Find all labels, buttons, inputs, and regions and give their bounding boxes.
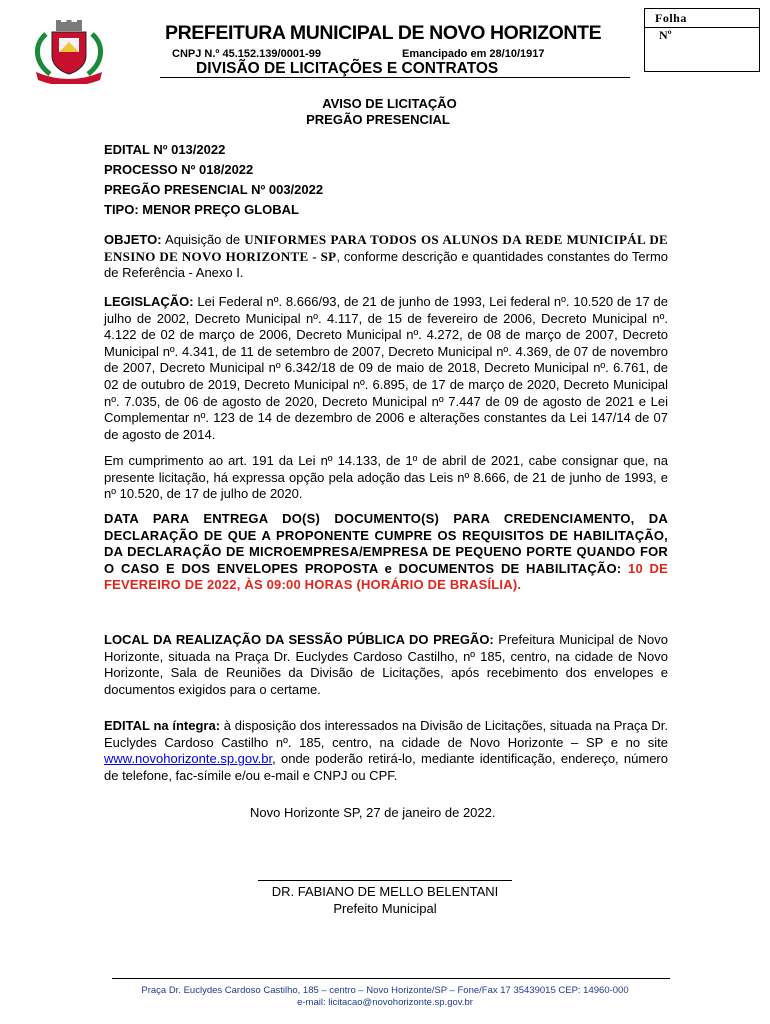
division-name: DIVISÃO DE LICITAÇÕES E CONTRATOS — [196, 60, 499, 77]
bid-type: TIPO: MENOR PREÇO GLOBAL — [104, 202, 299, 217]
notice-subtitle: PREGÃO PRESENCIAL — [306, 112, 450, 127]
edital-integra-label: EDITAL na íntegra: — [104, 718, 221, 733]
delivery-date-text: DATA PARA ENTREGA DO(S) DOCUMENTO(S) PARA CREDENCIAMENTO, DA DECLARAÇÃO DE QUE A PROPONENTE CUMPRE OS REQUISITOS DE HABILITAÇÃO, DA DECLARAÇÃO DE MICROEMPRESA/EMPRESA DE PEQUENO PORTE QUANDO FOR O CASO E DOS ENVELOPES PROPOSTA e DOCUMENTOS DE HABILITAÇÃO: — [104, 511, 668, 576]
legislacao-text: Lei Federal nº. 8.666/93, de 21 de junho de 1993, Lei federal nº. 10.520 de 17 de julho de 2002, Decreto Municipal nº. 4.117, de 15 de fevereiro de 2006, Decreto Municipal nº. 4.122 de 02 de março de 2006, Decreto Municipal nº. 4.272, de 08 de março de 2007, Decreto Municipal nº. 4.341, de 11 de setembro de 2007, Decreto Municipal nº. 4.369, de 07 de novembro de 2007, Decreto Municipal nº 6.342/18 de 09 de maio de 2018, Decreto Municipal nº. 6.761, de 02 de outubro de 2019, Decreto Municipal nº. 6.895, de 17 de março de 2020, Decreto Municipal nº. 7.035, de 06 de agosto de 2020, Decreto Municipal nº 7.447 de 09 de agosto de 2021 e Lei Complementar nº. 123 de 14 de dezembro de 2006 e alterações constantes da Lei 147/14 de 07 de agosto de 2014. — [104, 294, 668, 442]
signatory-name: DR. FABIANO DE MELLO BELENTANI — [271, 884, 499, 899]
delivery-date-paragraph — [104, 511, 668, 594]
local-text: Prefeitura Municipal de Novo Horizonte, situada na Praça Dr. Euclydes Cardoso Castilho, nº 185, centro, na cidade de Novo Horizonte, Sala de Reuniões da Divisão de Licitações, após recebimento dos envelopes e documentos exigidos para o certame. — [104, 632, 668, 697]
footer-email: e-mail: licitacao@novohorizonte.sp.gov.br — [297, 997, 473, 1008]
notice-heading — [0, 96, 770, 128]
cumprimento-paragraph — [104, 453, 668, 503]
signature-line — [258, 880, 512, 881]
objeto-emphasis: UNIFORMES PARA TODOS OS ALUNOS DA REDE MUNICIPÁL DE ENSINO DE NOVO HORIZONTE - SP — [104, 232, 668, 264]
bid-identifiers — [104, 140, 323, 220]
edital-number: EDITAL Nº 013/2022 — [104, 142, 226, 157]
edital-integra-text-before: à disposição dos interessados na Divisão de Licitações, situada na Praça Dr. Euclydes Cardoso Castilho nº. 185, centro, na cidade de Novo Horizonte – SP e no site — [104, 718, 668, 750]
footer-address: Praça Dr. Euclydes Cardoso Castilho, 185 – centro – Novo Horizonte/SP – Fone/Fax 17 35439015 CEP: 14960-000 — [141, 985, 629, 996]
signatory-role: Prefeito Municipal — [333, 901, 437, 916]
local-label: LOCAL DA REALIZAÇÃO DA SESSÃO PÚBLICA DO PREGÃO: — [104, 632, 494, 647]
municipal-crest-logo — [26, 20, 112, 84]
pregao-number: PREGÃO PRESENCIAL Nº 003/2022 — [104, 182, 324, 197]
date-place-line: Novo Horizonte SP, 27 de janeiro de 2022. — [250, 805, 496, 820]
edital-integra-paragraph — [104, 718, 668, 784]
footer-divider — [112, 978, 670, 979]
signature-block — [0, 883, 770, 917]
edital-integra-text-after: , onde poderão retirá-lo, mediante identificação, endereço, número de telefone, fac-símile e/ou e-mail e CNPJ ou CPF. — [104, 751, 668, 783]
folha-stamp-box — [644, 8, 760, 72]
header-divider — [160, 77, 630, 78]
notice-title: AVISO DE LICITAÇÃO — [322, 96, 457, 111]
delivery-date-highlight: 10 DE FEVEREIRO DE 2022, ÀS 09:00 HORAS (HORÁRIO DE BRASÍLIA) — [104, 560, 668, 593]
objeto-text-after: , conforme descrição e quantidades constantes do Termo de Referência - Anexo I. — [104, 248, 669, 281]
objeto-text-before: Aquisição de — [161, 232, 245, 247]
cumprimento-text: Em cumprimento ao art. 191 da Lei nº 14.133, de 1º de abril de 2021, cabe consignar que, na presente licitação, há expressa opção pela adoção das Leis nº 8.666, de 21 de junho de 1993, e nº 10.520, de 17 de julho de 2020. — [104, 453, 668, 502]
folha-number-label: Nº — [659, 28, 672, 42]
footer — [0, 985, 770, 1009]
folha-label: Folha — [645, 9, 759, 28]
legislacao-paragraph — [104, 294, 668, 443]
municipality-title: PREFEITURA MUNICIPAL DE NOVO HORIZONTE — [165, 22, 602, 44]
delivery-date-end: . — [517, 577, 522, 593]
legislacao-label: LEGISLAÇÃO: — [104, 294, 194, 309]
objeto-label: OBJETO: — [104, 232, 162, 247]
emancipation-date: Emancipado em 28/10/1917 — [402, 48, 545, 60]
objeto-paragraph — [104, 232, 668, 282]
processo-number: PROCESSO Nº 018/2022 — [104, 162, 254, 177]
local-paragraph — [104, 632, 668, 698]
website-link[interactable]: www.novohorizonte.sp.gov.br — [104, 751, 273, 767]
cnpj-number: CNPJ N.º 45.152.139/0001-99 — [172, 48, 321, 60]
